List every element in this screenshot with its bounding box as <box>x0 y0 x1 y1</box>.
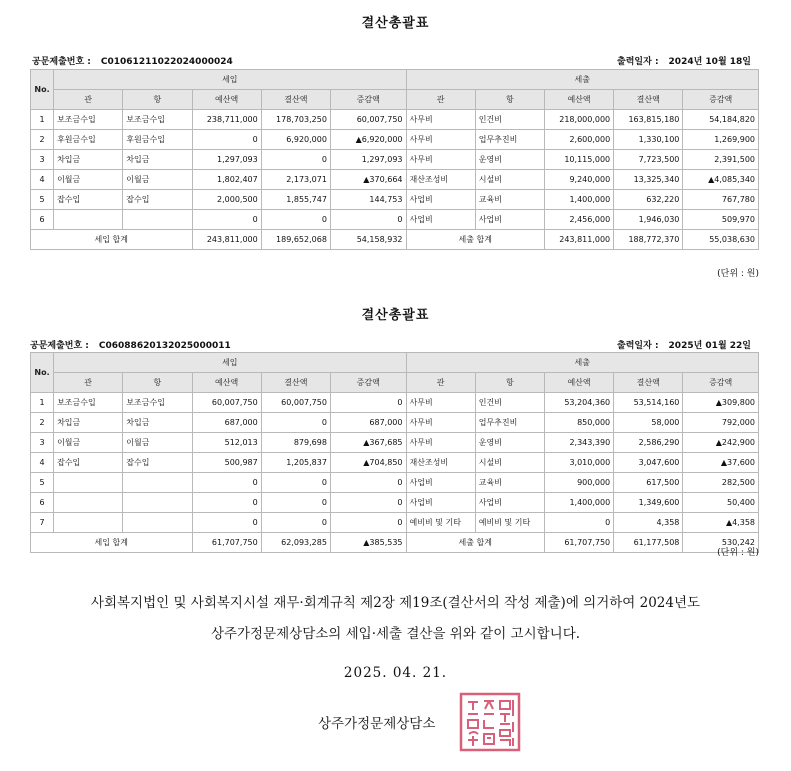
income-group-header: 세입 <box>54 70 406 90</box>
row-number: 1 <box>31 110 54 130</box>
expense-gwan-cell: 사업비 <box>406 190 475 210</box>
table-row <box>31 210 759 230</box>
expense-budget-cell: 850,000 <box>544 413 613 433</box>
income-difference-cell: 144,753 <box>330 190 406 210</box>
output-date-label: 출력일자 : <box>617 57 659 67</box>
doc1-unit-note: (단위 : 원) <box>717 269 759 279</box>
income-budget-cell: 0 <box>192 513 261 533</box>
expense-hang-cell: 인건비 <box>475 393 544 413</box>
income-hang-cell <box>123 210 192 230</box>
expense-hang-cell: 운영비 <box>475 150 544 170</box>
expense-col-header-budget: 예산액 <box>544 373 613 393</box>
income-settlement-cell: 1,205,837 <box>261 453 330 473</box>
expense-gwan-cell: 예비비 및 기타 <box>406 513 475 533</box>
expense-col-header-difference: 증감액 <box>683 373 759 393</box>
income-hang-cell: 후원금수입 <box>123 130 192 150</box>
table-row <box>31 110 759 130</box>
header-row-columns <box>31 373 759 393</box>
expense-settlement-cell: 58,000 <box>614 413 683 433</box>
output-date-value: 2024년 10월 18일 <box>668 57 751 67</box>
expense-hang-cell: 교육비 <box>475 190 544 210</box>
income-budget-cell: 0 <box>192 473 261 493</box>
income-difference-cell: 0 <box>330 473 406 493</box>
expense-hang-cell: 예비비 및 기타 <box>475 513 544 533</box>
expense-hang-cell: 시설비 <box>475 453 544 473</box>
expense-budget-cell: 1,400,000 <box>544 493 613 513</box>
income-hang-cell: 차입금 <box>123 413 192 433</box>
expense-settlement-cell: 1,946,030 <box>614 210 683 230</box>
expense-gwan-cell: 재산조성비 <box>406 170 475 190</box>
income-difference-cell: ▲6,920,000 <box>330 130 406 150</box>
table-row <box>31 150 759 170</box>
income-hang-cell <box>123 493 192 513</box>
income-col-header-difference: 증감액 <box>330 90 406 110</box>
income-budget-cell: 1,297,093 <box>192 150 261 170</box>
income-group-header: 세입 <box>54 353 406 373</box>
income-budget-cell: 2,000,500 <box>192 190 261 210</box>
expense-col-header-gwan: 관 <box>406 373 475 393</box>
table-row <box>31 433 759 453</box>
income-total-settlement: 62,093,285 <box>261 533 330 553</box>
doc-number-label: 공문제출번호 : <box>32 57 91 67</box>
expense-budget-cell: 3,010,000 <box>544 453 613 473</box>
expense-difference-cell: 50,400 <box>683 493 759 513</box>
expense-settlement-cell: 3,047,600 <box>614 453 683 473</box>
expense-difference-cell: ▲309,800 <box>683 393 759 413</box>
income-settlement-cell: 60,007,750 <box>261 393 330 413</box>
doc2-summary-table <box>30 352 759 553</box>
income-total-budget: 243,811,000 <box>192 230 261 250</box>
expense-hang-cell: 업무추진비 <box>475 413 544 433</box>
output-date-value: 2025년 01월 22일 <box>668 341 751 351</box>
expense-total-budget: 61,707,750 <box>544 533 613 553</box>
income-total-settlement: 189,652,068 <box>261 230 330 250</box>
income-gwan-cell: 보조금수입 <box>54 110 123 130</box>
expense-gwan-cell: 사무비 <box>406 150 475 170</box>
income-settlement-cell: 0 <box>261 150 330 170</box>
doc1-doc-number <box>32 54 233 67</box>
expense-col-header-settlement: 결산액 <box>614 90 683 110</box>
income-col-header-hang: 항 <box>123 90 192 110</box>
doc2-output-date <box>617 338 751 351</box>
table-row <box>31 413 759 433</box>
income-total-label: 세입 합계 <box>31 533 193 553</box>
income-budget-cell: 238,711,000 <box>192 110 261 130</box>
income-difference-cell: 0 <box>330 210 406 230</box>
expense-col-header-hang: 항 <box>475 373 544 393</box>
expense-col-header-difference: 증감액 <box>683 90 759 110</box>
expense-hang-cell: 시설비 <box>475 170 544 190</box>
income-budget-cell: 687,000 <box>192 413 261 433</box>
income-gwan-cell: 잡수입 <box>54 453 123 473</box>
expense-settlement-cell: 617,500 <box>614 473 683 493</box>
expense-difference-cell: 792,000 <box>683 413 759 433</box>
income-gwan-cell: 이월금 <box>54 433 123 453</box>
expense-difference-cell: ▲4,085,340 <box>683 170 759 190</box>
table-row <box>31 190 759 210</box>
doc1-output-date <box>617 54 751 67</box>
table-row <box>31 473 759 493</box>
row-number: 7 <box>31 513 54 533</box>
row-number: 3 <box>31 433 54 453</box>
income-gwan-cell: 후원금수입 <box>54 130 123 150</box>
income-budget-cell: 60,007,750 <box>192 393 261 413</box>
header-row-top <box>31 70 759 90</box>
expense-col-header-hang: 항 <box>475 90 544 110</box>
expense-gwan-cell: 사무비 <box>406 433 475 453</box>
expense-gwan-cell: 사업비 <box>406 473 475 493</box>
income-settlement-cell: 2,173,071 <box>261 170 330 190</box>
income-gwan-cell: 차입금 <box>54 150 123 170</box>
doc2-title: 결산총괄표 <box>361 308 430 323</box>
doc-number-value: C06088620132025000011 <box>98 341 231 351</box>
doc-number-value: C01061211022024000024 <box>100 57 233 67</box>
row-number: 6 <box>31 493 54 513</box>
income-gwan-cell <box>54 473 123 493</box>
notice-line-2: 상주가정문제상담소의 세입·세출 결산을 위와 같이 고시합니다. <box>210 626 581 642</box>
expense-difference-cell: 282,500 <box>683 473 759 493</box>
official-seal <box>459 692 521 752</box>
expense-total-label: 세출 합계 <box>406 230 544 250</box>
income-budget-cell: 0 <box>192 130 261 150</box>
doc2-unit-note: (단위 : 원) <box>717 548 759 558</box>
income-hang-cell: 이월금 <box>123 170 192 190</box>
row-number: 1 <box>31 393 54 413</box>
expense-difference-cell: 2,391,500 <box>683 150 759 170</box>
income-col-header-hang: 항 <box>123 373 192 393</box>
header-row-columns <box>31 90 759 110</box>
organization-name: 상주가정문제상담소 <box>318 716 436 732</box>
expense-gwan-cell: 사무비 <box>406 130 475 150</box>
income-settlement-cell: 0 <box>261 210 330 230</box>
col-header-no: No. <box>31 353 54 393</box>
income-total-label: 세입 합계 <box>31 230 193 250</box>
expense-difference-cell: 54,184,820 <box>683 110 759 130</box>
table-row <box>31 170 759 190</box>
expense-budget-cell: 2,456,000 <box>544 210 613 230</box>
income-budget-cell: 0 <box>192 493 261 513</box>
income-difference-cell: ▲370,664 <box>330 170 406 190</box>
income-gwan-cell: 보조금수입 <box>54 393 123 413</box>
income-difference-cell: 0 <box>330 493 406 513</box>
expense-difference-cell: 767,780 <box>683 190 759 210</box>
table-row <box>31 513 759 533</box>
income-difference-cell: 60,007,750 <box>330 110 406 130</box>
income-hang-cell: 보조금수입 <box>123 110 192 130</box>
income-gwan-cell: 이월금 <box>54 170 123 190</box>
output-date-label: 출력일자 : <box>617 341 659 351</box>
expense-gwan-cell: 사무비 <box>406 393 475 413</box>
income-gwan-cell: 차입금 <box>54 413 123 433</box>
expense-hang-cell: 사업비 <box>475 493 544 513</box>
income-settlement-cell: 6,920,000 <box>261 130 330 150</box>
expense-settlement-cell: 163,815,180 <box>614 110 683 130</box>
income-settlement-cell: 879,698 <box>261 433 330 453</box>
expense-settlement-cell: 4,358 <box>614 513 683 533</box>
income-settlement-cell: 1,855,747 <box>261 190 330 210</box>
expense-settlement-cell: 7,723,500 <box>614 150 683 170</box>
income-budget-cell: 0 <box>192 210 261 230</box>
income-col-header-gwan: 관 <box>54 90 123 110</box>
income-difference-cell: 0 <box>330 513 406 533</box>
expense-hang-cell: 운영비 <box>475 433 544 453</box>
expense-hang-cell: 사업비 <box>475 210 544 230</box>
expense-gwan-cell: 사무비 <box>406 110 475 130</box>
income-settlement-cell: 0 <box>261 493 330 513</box>
expense-budget-cell: 53,204,360 <box>544 393 613 413</box>
income-gwan-cell <box>54 513 123 533</box>
row-number: 5 <box>31 473 54 493</box>
expense-gwan-cell: 사무비 <box>406 413 475 433</box>
expense-col-header-settlement: 결산액 <box>614 373 683 393</box>
income-gwan-cell <box>54 493 123 513</box>
expense-budget-cell: 2,600,000 <box>544 130 613 150</box>
income-col-header-gwan: 관 <box>54 373 123 393</box>
expense-col-header-gwan: 관 <box>406 90 475 110</box>
income-gwan-cell: 잡수입 <box>54 190 123 210</box>
total-row <box>31 533 759 553</box>
expense-gwan-cell: 사업비 <box>406 210 475 230</box>
income-hang-cell: 잡수입 <box>123 453 192 473</box>
income-settlement-cell: 0 <box>261 413 330 433</box>
income-difference-cell: 0 <box>330 393 406 413</box>
expense-group-header: 세출 <box>406 353 759 373</box>
row-number: 4 <box>31 453 54 473</box>
expense-settlement-cell: 1,330,100 <box>614 130 683 150</box>
income-budget-cell: 1,802,407 <box>192 170 261 190</box>
income-settlement-cell: 0 <box>261 513 330 533</box>
expense-budget-cell: 1,400,000 <box>544 190 613 210</box>
table-row <box>31 393 759 413</box>
expense-gwan-cell: 사업비 <box>406 493 475 513</box>
notice-line-1: 사회복지법인 및 사회복지시설 재무·회계규칙 제2장 제19조(결산서의 작성 제출)에 의거하여 2024년도 <box>90 595 701 611</box>
income-col-header-difference: 증감액 <box>330 373 406 393</box>
expense-total-label: 세출 합계 <box>406 533 544 553</box>
row-number: 6 <box>31 210 54 230</box>
expense-gwan-cell: 재산조성비 <box>406 453 475 473</box>
income-col-header-settlement: 결산액 <box>261 373 330 393</box>
expense-budget-cell: 0 <box>544 513 613 533</box>
income-col-header-budget: 예산액 <box>192 90 261 110</box>
expense-difference-cell: ▲37,600 <box>683 453 759 473</box>
doc1-title: 결산총괄표 <box>361 16 430 31</box>
expense-total-settlement: 188,772,370 <box>614 230 683 250</box>
row-number: 5 <box>31 190 54 210</box>
expense-total-settlement: 61,177,508 <box>614 533 683 553</box>
expense-settlement-cell: 2,586,290 <box>614 433 683 453</box>
expense-group-header: 세출 <box>406 70 759 90</box>
expense-difference-cell: ▲242,900 <box>683 433 759 453</box>
table-row <box>31 453 759 473</box>
income-hang-cell: 잡수입 <box>123 190 192 210</box>
expense-total-difference: 530,242 <box>683 533 759 553</box>
expense-col-header-budget: 예산액 <box>544 90 613 110</box>
income-difference-cell: ▲367,685 <box>330 433 406 453</box>
income-hang-cell <box>123 473 192 493</box>
expense-settlement-cell: 53,514,160 <box>614 393 683 413</box>
row-number: 2 <box>31 130 54 150</box>
table-row <box>31 130 759 150</box>
row-number: 2 <box>31 413 54 433</box>
income-settlement-cell: 178,703,250 <box>261 110 330 130</box>
income-hang-cell: 차입금 <box>123 150 192 170</box>
expense-budget-cell: 2,343,390 <box>544 433 613 453</box>
income-total-budget: 61,707,750 <box>192 533 261 553</box>
income-col-header-budget: 예산액 <box>192 373 261 393</box>
income-settlement-cell: 0 <box>261 473 330 493</box>
expense-total-difference: 55,038,630 <box>683 230 759 250</box>
income-difference-cell: 687,000 <box>330 413 406 433</box>
expense-budget-cell: 218,000,000 <box>544 110 613 130</box>
table-row <box>31 493 759 513</box>
expense-hang-cell: 교육비 <box>475 473 544 493</box>
notice-text <box>0 588 791 650</box>
expense-hang-cell: 인건비 <box>475 110 544 130</box>
row-number: 3 <box>31 150 54 170</box>
income-hang-cell: 보조금수입 <box>123 393 192 413</box>
expense-settlement-cell: 13,325,340 <box>614 170 683 190</box>
expense-settlement-cell: 632,220 <box>614 190 683 210</box>
income-col-header-settlement: 결산액 <box>261 90 330 110</box>
expense-difference-cell: 509,970 <box>683 210 759 230</box>
income-hang-cell <box>123 513 192 533</box>
income-difference-cell: 1,297,093 <box>330 150 406 170</box>
expense-settlement-cell: 1,349,600 <box>614 493 683 513</box>
notice-date: 2025. 04. 21. <box>343 665 448 681</box>
income-hang-cell: 이월금 <box>123 433 192 453</box>
income-budget-cell: 512,013 <box>192 433 261 453</box>
expense-budget-cell: 9,240,000 <box>544 170 613 190</box>
income-difference-cell: ▲704,850 <box>330 453 406 473</box>
row-number: 4 <box>31 170 54 190</box>
expense-budget-cell: 10,115,000 <box>544 150 613 170</box>
expense-difference-cell: ▲4,358 <box>683 513 759 533</box>
col-header-no: No. <box>31 70 54 110</box>
income-budget-cell: 500,987 <box>192 453 261 473</box>
expense-difference-cell: 1,269,900 <box>683 130 759 150</box>
total-row <box>31 230 759 250</box>
expense-total-budget: 243,811,000 <box>544 230 613 250</box>
expense-budget-cell: 900,000 <box>544 473 613 493</box>
income-total-difference: 54,158,932 <box>330 230 406 250</box>
header-row-top <box>31 353 759 373</box>
doc-number-label: 공문제출번호 : <box>30 341 89 351</box>
doc2-doc-number <box>30 338 231 351</box>
income-gwan-cell <box>54 210 123 230</box>
doc1-summary-table <box>30 69 759 250</box>
income-total-difference: ▲385,535 <box>330 533 406 553</box>
expense-hang-cell: 업무추진비 <box>475 130 544 150</box>
